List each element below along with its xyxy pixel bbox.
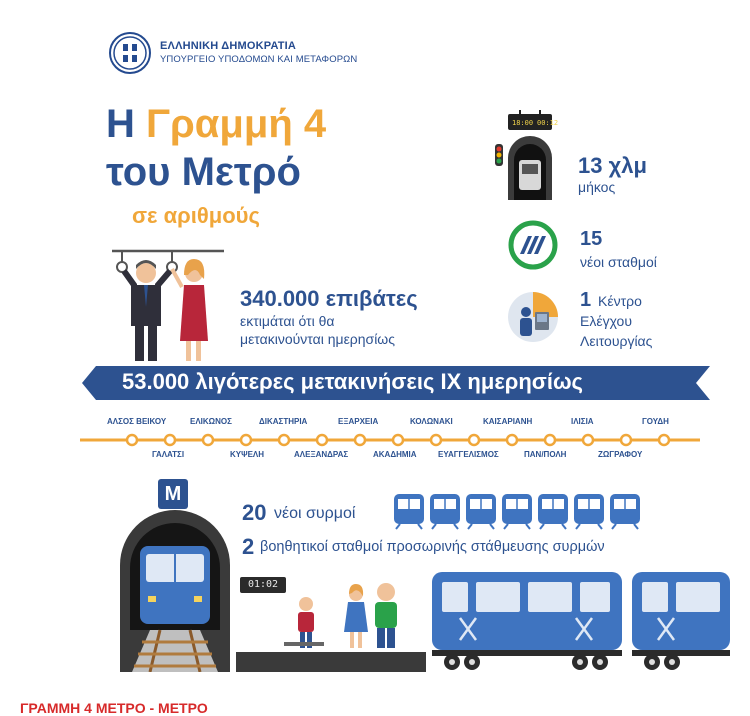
station-dot — [621, 435, 631, 445]
station-dot — [469, 435, 479, 445]
station-top-5: ΚΑΙΣΑΡΙΑΝΗ — [483, 417, 533, 426]
station-dot — [355, 435, 365, 445]
station-dot — [393, 435, 403, 445]
station-dot — [165, 435, 175, 445]
station-bottom-6: ΖΩΓΡΑΦΟΥ — [598, 450, 643, 459]
station-top-1: ΕΛΙΚΩΝΟΣ — [190, 417, 232, 426]
control-label2: Ελέγχου — [580, 313, 632, 329]
title-subtitle: σε αριθμούς — [132, 203, 260, 228]
metro-sign: M — [158, 479, 188, 509]
title-line1 — [106, 102, 326, 146]
station-top-7: ΓΟΥΔΗ — [642, 417, 669, 426]
metro-station-icon — [508, 220, 558, 270]
station-bottom-4: ΕΥΑΓΓΕΛΙΣΜΟΣ — [438, 450, 499, 459]
passengers-illustration — [108, 245, 228, 365]
train-icons-row — [392, 492, 642, 530]
station-dot — [203, 435, 213, 445]
stations-label: νέοι σταθμοί — [580, 254, 657, 270]
station-bottom-3: ΑΚΑΔΗΜΙΑ — [373, 450, 417, 459]
tunnel-train-illustration — [120, 510, 230, 672]
station-top-4: ΚΟΛΩΝΑΚΙ — [410, 417, 453, 426]
ministry-line1: ΕΛΛΗΝΙΚΗ ΔΗΜΟΚΡΑΤΙΑ — [160, 40, 297, 52]
stations-value: 15 — [580, 228, 603, 250]
station-dot — [431, 435, 441, 445]
station-bottom-0: ΓΑΛΑΤΣΙ — [152, 450, 185, 459]
route-station-dots — [127, 435, 669, 445]
control-label3: Λειτουργίας — [580, 333, 653, 349]
footer-caption: ΓΡΑΜΜΗ 4 ΜΕΤΡΟ - ΜΕΤΡΟ — [20, 700, 208, 716]
station-dot — [279, 435, 289, 445]
length-label: μήκος — [578, 179, 616, 195]
station-bottom-5: ΠΑΝ/ΠΟΛΗ — [524, 450, 567, 459]
platform-illustration — [236, 580, 426, 672]
tunnel-clock-left: 18:00 — [512, 119, 534, 127]
station-dot — [507, 435, 517, 445]
parked-trains-illustration — [430, 568, 730, 674]
depots-label: βοηθητικοί σταθμοί προσωρινής στάθμευσης συρμών — [260, 539, 605, 555]
passengers-line1: εκτιμάται ότι θα — [240, 313, 335, 329]
station-top-6: ΙΛΙΣΙΑ — [571, 417, 594, 426]
passengers-line2: μετακινούνται ημερησίως — [240, 331, 395, 347]
length-value: 13 χλμ — [578, 153, 647, 178]
train-count-label: νέοι συρμοί — [274, 505, 356, 522]
car-trips-banner-text: 53.000 λιγότερες μετακινήσεις ΙΧ ημερησίως — [122, 369, 583, 394]
control-label1: Κέντρο — [598, 293, 642, 309]
station-top-3: ΕΞΑΡΧΕΙΑ — [338, 417, 379, 426]
tunnel-clock-right: 00:12 — [537, 119, 559, 127]
depots-value: 2 — [242, 534, 255, 559]
station-top-2: ΔΙΚΑΣΤΗΡΙΑ — [259, 417, 308, 426]
title-line2: του Μετρό — [106, 150, 301, 194]
station-dot — [545, 435, 555, 445]
ministry-line2: ΥΠΟΥΡΓΕΙΟ ΥΠΟΔΟΜΩΝ ΚΑΙ ΜΕΤΑΦΟΡΩΝ — [160, 54, 358, 65]
control-value: 1 — [580, 289, 592, 311]
passengers-value: 340.000 επιβάτες — [240, 286, 418, 311]
line4-route-map — [80, 430, 700, 450]
station-dot — [317, 435, 327, 445]
platform-clock: 01:02 — [240, 577, 286, 593]
station-dot — [583, 435, 593, 445]
title-line-name: Γραμμή 4 — [146, 102, 327, 146]
station-bottom-2: ΑΛΕΞΑΝΔΡΑΣ — [294, 450, 349, 459]
greek-republic-emblem — [108, 31, 152, 75]
control-center-icon — [506, 290, 560, 344]
station-dot — [659, 435, 669, 445]
station-bottom-1: ΚΥΨΕΛΗ — [230, 450, 265, 459]
title-prefix: Η — [106, 102, 146, 146]
station-top-0: ΑΛΣΟΣ ΒΕΙΚΟΥ — [107, 417, 167, 426]
station-dot — [241, 435, 251, 445]
station-dot — [127, 435, 137, 445]
train-count-value: 20 — [242, 500, 267, 525]
